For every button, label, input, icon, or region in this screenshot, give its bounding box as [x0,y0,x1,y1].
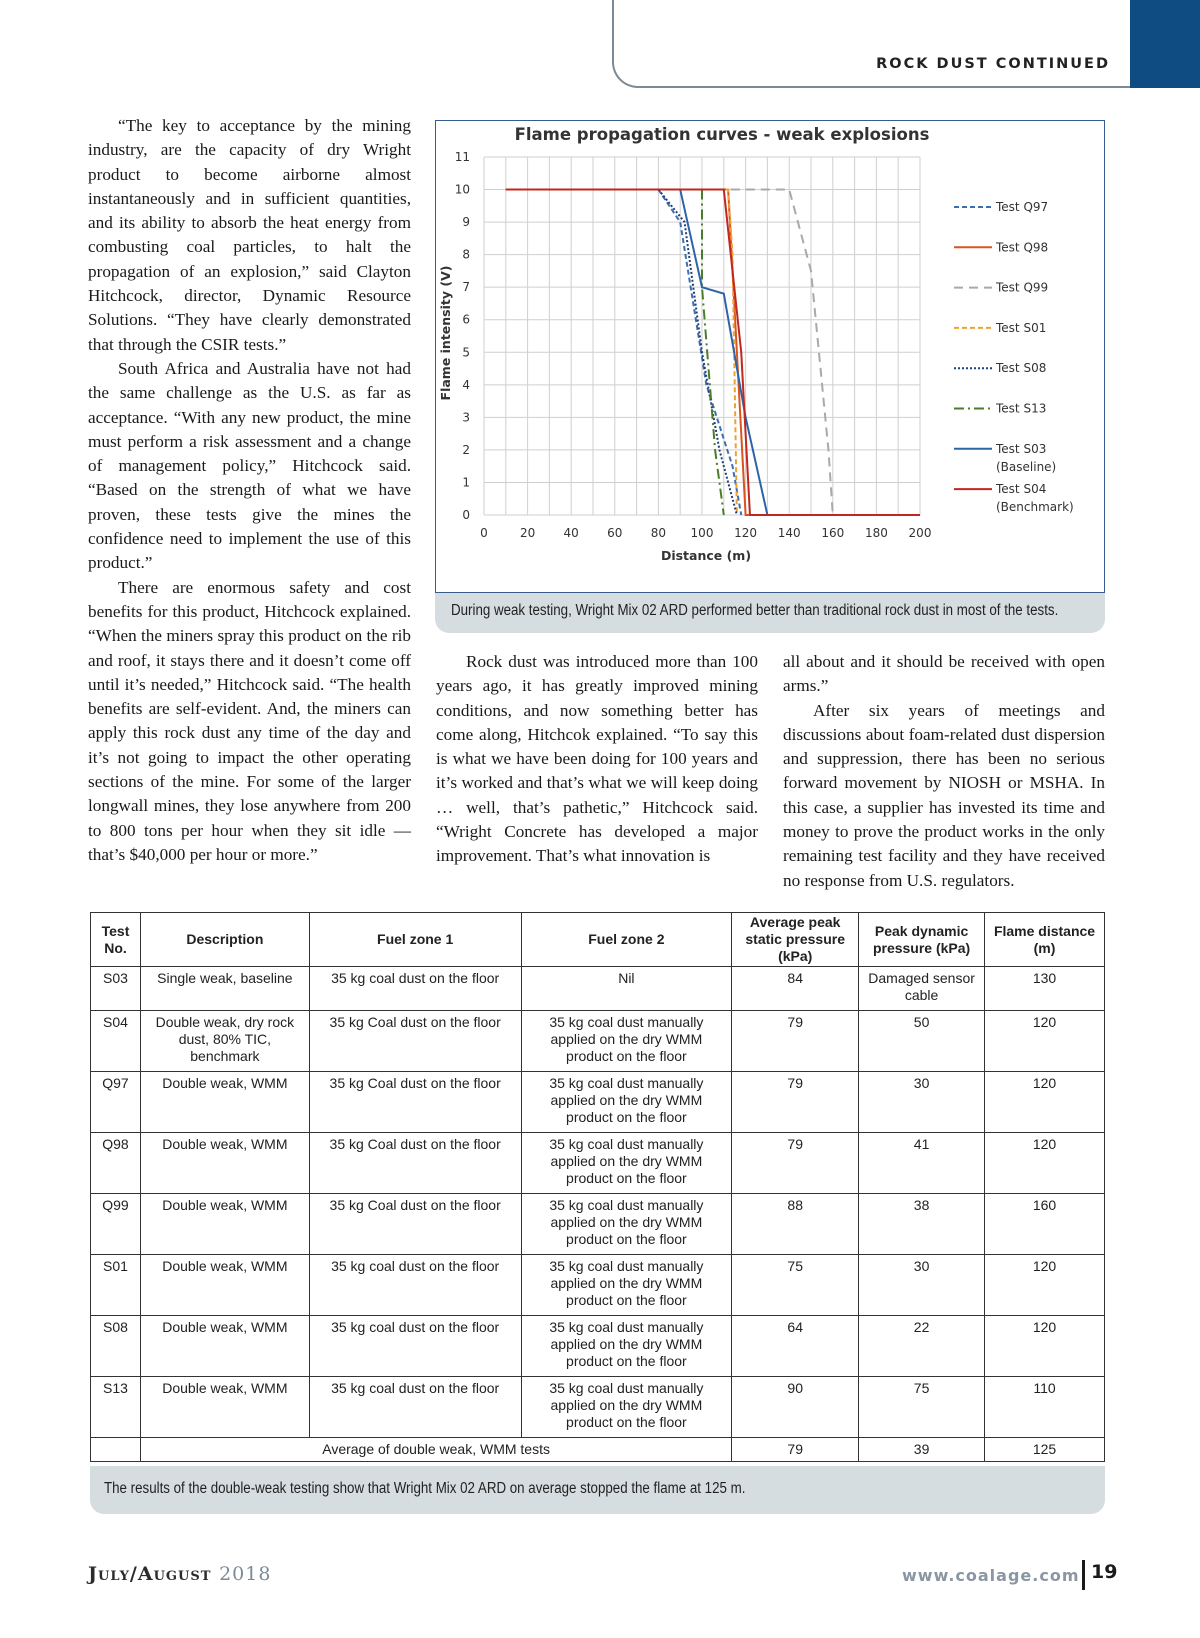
table-row [91,1133,1105,1194]
table-cell: 35 kg coal dust on the floor [309,1316,521,1377]
table-cell: Nil [521,967,732,1011]
legend-label: Test Q97 [996,200,1049,214]
x-tick-label: 120 [734,526,758,540]
article-column-right [783,650,1105,893]
table-cell: 22 [859,1316,985,1377]
legend-label: Test S01 [996,320,1047,335]
y-tick-label: 4 [462,377,470,392]
table-cell: Damaged sensor cable [859,967,985,1011]
page-number: 19 [1091,1561,1118,1583]
table-cell: 35 kg coal dust manually applied on the dry WMM product on the floor [521,1133,732,1194]
table-cell: 35 kg Coal dust on the floor [309,1011,521,1072]
table-cell: Double weak, WMM [140,1194,309,1255]
table-cell: 35 kg coal dust on the floor [309,1377,521,1438]
table-cell: 35 kg coal dust on the floor [309,1255,521,1316]
table-row [91,967,1105,1011]
table-cell: 120 [985,1255,1105,1316]
table-row [91,1072,1105,1133]
table-header-cell: Flame distance (m) [985,913,1105,967]
table-cell: 79 [732,1133,859,1194]
legend-sublabel: (Baseline) [996,459,1057,474]
table-cell: 120 [985,1133,1105,1194]
article-column-middle [436,650,758,869]
table-caption-box [90,1466,1105,1514]
y-tick-label: 8 [462,247,470,262]
legend-label: Test Q99 [996,280,1049,295]
average-dynamic: 39 [859,1438,985,1462]
header-accent-block [1130,0,1200,88]
x-tick-label: 200 [908,526,932,540]
table-header-cell: Average peak static pressure (kPa) [732,913,859,967]
legend-label: Test S04 [996,482,1047,497]
table-row [91,1011,1105,1072]
table-header-cell: Fuel zone 2 [521,913,732,967]
table-cell: 75 [859,1377,985,1438]
y-tick-label: 2 [462,442,470,457]
table-cell: 35 kg Coal dust on the floor [309,1194,521,1255]
table-cell: Double weak, WMM [140,1255,309,1316]
y-tick-label: 0 [462,508,470,522]
table-cell: Double weak, WMM [140,1133,309,1194]
x-tick-label: 140 [777,526,801,540]
table-cell: 38 [859,1194,985,1255]
table-cell: 30 [859,1255,985,1316]
table-cell: S13 [91,1377,141,1438]
table-header-row [91,913,1105,967]
legend-label: Test S08 [996,361,1047,376]
x-axis-label: Distance (m) [660,548,752,563]
issue-month: July/August [88,1563,212,1585]
table-cell: 79 [732,1011,859,1072]
table-cell: Q99 [91,1194,141,1255]
average-flame: 125 [985,1438,1105,1462]
table-cell: 120 [985,1316,1105,1377]
table-cell: Q97 [91,1072,141,1133]
paragraph: There are enormous safety and cost benefits for this product, Hitchcock explained. “When the miners spray this product on the rib and roof, it stays there and it doesn’t come off until it’s needed,” Hitchcock said. “The health benefits are self-evident. And, the miners can apply this rock dust any time of the day and it’s not going to impact the other operating sections of the mine. For some of the larger longwall mines, they lose anywhere from 200 to 800 tons per hour when they sit idle — that’s $40,000 per hour or more.” [88,577,411,864]
legend-label: Test Q98 [996,240,1049,255]
article-column-left [88,114,411,867]
y-tick-label: 1 [462,475,470,490]
table-row [91,1316,1105,1377]
paragraph: After six years of meetings and discussions about foam-related dust dispersion and suppression, there has been no serious forward movement by NIOSH or MSHA. In this case, a supplier has invested its time and money to prove the product works in the only remaining test facility and they have received no response from U.S. regulators. [783,700,1105,890]
legend-label: Test S13 [996,401,1047,416]
footer-separator [1082,1560,1085,1590]
table-cell: 120 [985,1011,1105,1072]
y-tick-label: 7 [462,280,470,295]
table-cell: 35 kg coal dust manually applied on the dry WMM product on the floor [521,1377,732,1438]
y-tick-label: 6 [462,312,470,327]
section-header: ROCK DUST CONTINUED [876,56,1110,72]
table-cell: 75 [732,1255,859,1316]
x-tick-label: 60 [607,526,623,540]
table-cell: Q98 [91,1133,141,1194]
table-header-cell: Peak dynamic pressure (kPa) [859,913,985,967]
table-cell: 35 kg coal dust on the floor [309,967,521,1011]
table-cell: Double weak, WMM [140,1377,309,1438]
chart-svg [436,121,1104,592]
x-tick-label: 40 [563,526,579,540]
table-row [91,1194,1105,1255]
paragraph: South Africa and Australia have not had the same challenge as the U.S. as far as acceptance. “With any new product, the mine must perform a risk assessment and a change of management policy,” Hitchcock said. “Based on the strength of what we have proven, these tests give the mines the confidence need to implement the use of this product.” [88,358,411,573]
table-cell-empty [91,1438,141,1462]
x-tick-label: 100 [690,526,714,540]
x-tick-label: 160 [821,526,845,540]
table-header-cell: Fuel zone 1 [309,913,521,967]
flame-propagation-chart [435,120,1105,593]
x-tick-label: 20 [519,526,536,540]
table-cell: 90 [732,1377,859,1438]
average-static: 79 [732,1438,859,1462]
y-axis-label: Flame intensity (V) [438,265,453,401]
table-cell: 88 [732,1194,859,1255]
table-cell: 35 kg Coal dust on the floor [309,1072,521,1133]
average-label: Average of double weak, WMM tests [140,1438,731,1462]
table-cell: 110 [985,1377,1105,1438]
table-cell: 35 kg coal dust manually applied on the dry WMM product on the floor [521,1011,732,1072]
test-results-table [90,912,1105,1462]
table-header-cell: Description [140,913,309,967]
table-cell: Double weak, WMM [140,1316,309,1377]
table-cell: Double weak, dry rock dust, 80% TIC, benchmark [140,1011,309,1072]
table-cell: 130 [985,967,1105,1011]
table-cell: 35 kg coal dust manually applied on the dry WMM product on the floor [521,1255,732,1316]
table-cell: 35 kg coal dust manually applied on the dry WMM product on the floor [521,1072,732,1133]
y-tick-label: 11 [454,150,470,164]
legend-sublabel: (Benchmark) [996,500,1074,515]
table-cell: 35 kg coal dust manually applied on the dry WMM product on the floor [521,1316,732,1377]
table-cell: S04 [91,1011,141,1072]
x-tick-label: 80 [650,526,667,540]
header-rule [612,0,1130,88]
table-cell: Double weak, WMM [140,1072,309,1133]
website-url[interactable]: www.coalage.com [902,1566,1080,1585]
table-cell: 35 kg coal dust manually applied on the dry WMM product on the floor [521,1194,732,1255]
y-tick-label: 3 [462,410,470,425]
table-cell: 84 [732,967,859,1011]
y-tick-label: 5 [462,345,470,360]
paragraph: all about and it should be received with open arms.” [783,652,1105,696]
table-header-cell: Test No. [91,913,141,967]
paragraph: Rock dust was introduced more than 100 years ago, it has greatly improved mining conditions, and now something better has come along, Hitchcok explained. “To say this is what we have been doing for 100 years and it’s worked and that’s what we will keep doing … well, that’s pathetic,” Hitchcock said. “Wright Concrete has developed a major improvement. That’s what innovation is [436,652,758,866]
x-tick-label: 180 [864,526,888,540]
table-cell: Single weak, baseline [140,967,309,1011]
table-cell: 50 [859,1011,985,1072]
chart-title: Flame propagation curves - weak explosions [514,125,930,144]
chart-caption-box [435,593,1105,633]
table-cell: 64 [732,1316,859,1377]
table-row [91,1255,1105,1316]
table-cell: 41 [859,1133,985,1194]
table-average-row [91,1438,1105,1462]
table-caption: The results of the double-weak testing show that Wright Mix 02 ARD on average stopped the flame at 125 m. [104,1480,746,1497]
y-tick-label: 9 [462,215,470,230]
y-tick-label: 10 [454,182,470,197]
paragraph: “The key to acceptance by the mining industry, are the capacity of dry Wright product to become airborne almost instantaneously and in sufficient quantities, and its ability to absorb the heat energy from combusting coal particles, to halt the propagation of an explosion,” said Clayton Hitchcock, director, Dynamic Resource Solutions. “They have clearly demonstrated that through the CSIR tests.” [88,116,411,354]
table-cell: 30 [859,1072,985,1133]
table-cell: 79 [732,1072,859,1133]
x-tick-label: 0 [480,526,488,540]
table-cell: S08 [91,1316,141,1377]
table-cell: S03 [91,967,141,1011]
table-cell: 160 [985,1194,1105,1255]
chart-caption: During weak testing, Wright Mix 02 ARD performed better than traditional rock dust in most of the tests. [451,602,1059,619]
table-cell: 35 kg Coal dust on the floor [309,1133,521,1194]
legend-label: Test S03 [996,441,1047,456]
table-cell: 120 [985,1072,1105,1133]
issue-date [88,1563,271,1585]
issue-year: 2018 [219,1563,272,1585]
table-row [91,1377,1105,1438]
table-cell: S01 [91,1255,141,1316]
